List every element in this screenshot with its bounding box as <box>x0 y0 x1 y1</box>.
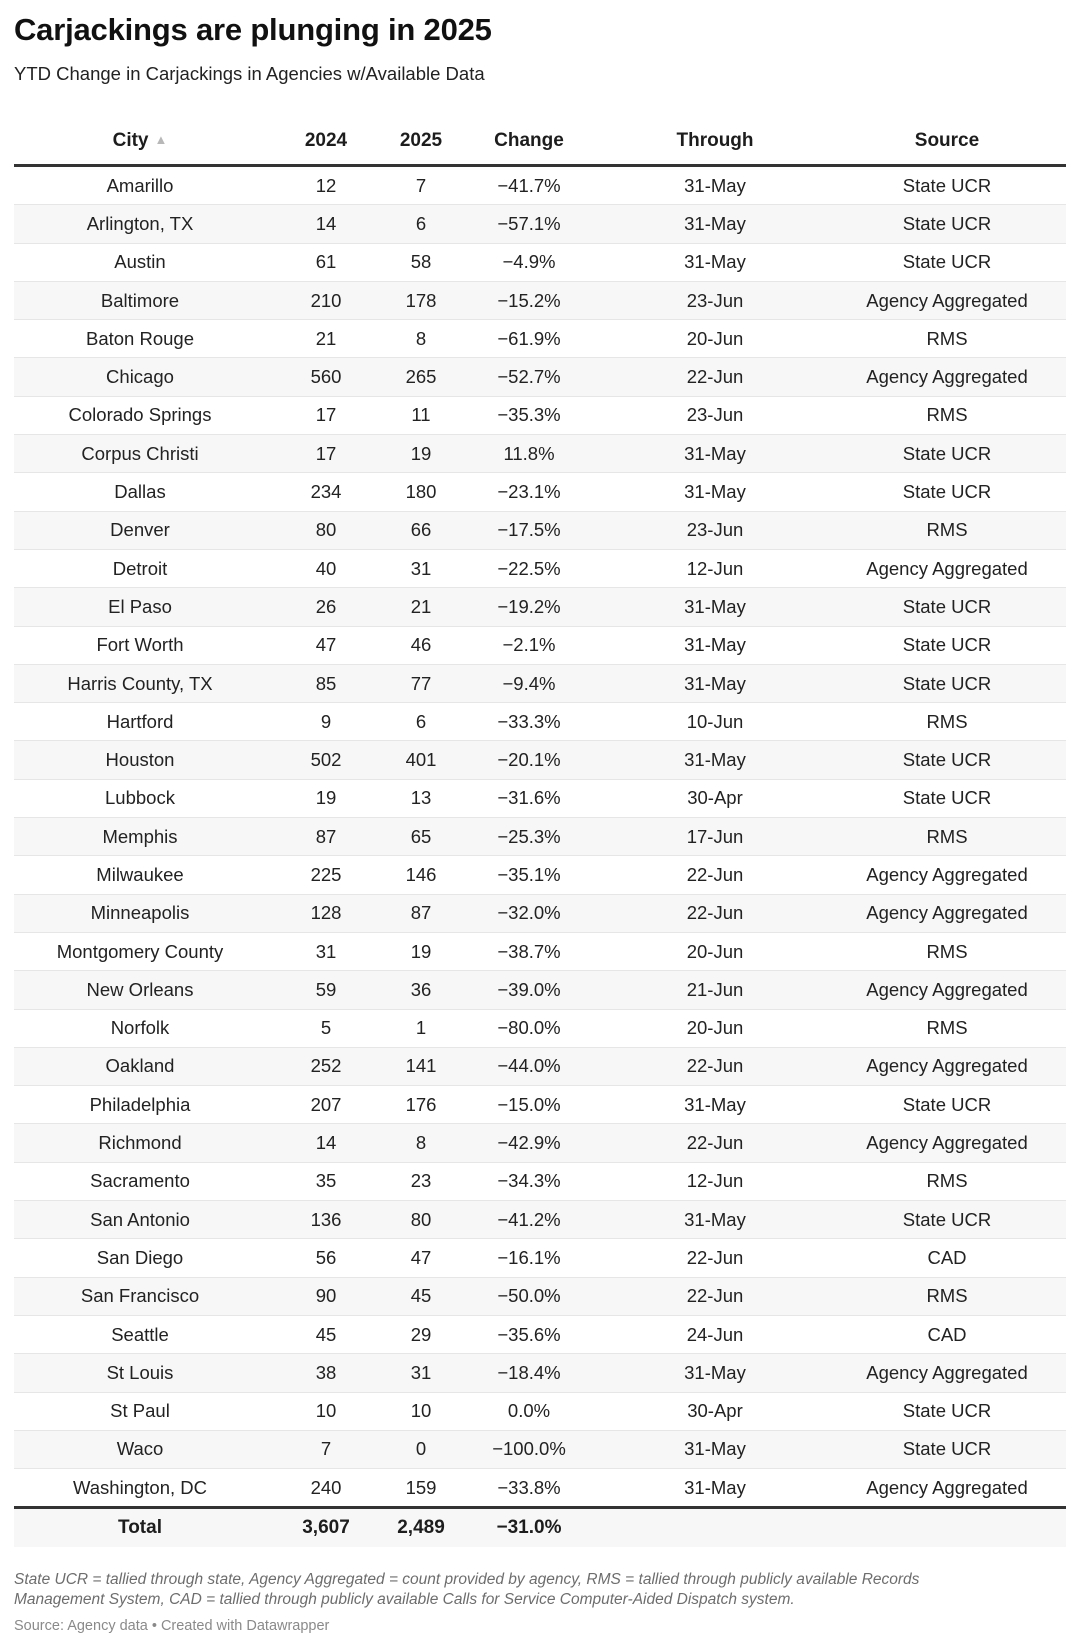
cell-change: −9.4% <box>502 672 556 694</box>
cell-2024: 19 <box>315 787 337 809</box>
table-row <box>14 1201 1066 1239</box>
column-header-source[interactable]: Source <box>914 130 980 151</box>
source-credit: Source: Agency data • Created with Datawrapper <box>14 1618 330 1634</box>
cell-source: State UCR <box>902 1093 992 1115</box>
cell-change: −23.1% <box>497 481 561 503</box>
cell-source: Agency Aggregated <box>866 1132 1028 1154</box>
cell-2024: 35 <box>315 1170 337 1192</box>
cell-city: Philadelphia <box>89 1093 191 1115</box>
cell-2024: 85 <box>315 672 337 694</box>
cell-through: 21-Jun <box>686 978 744 1000</box>
cell-through: 31-May <box>684 1438 746 1460</box>
cell-city: Houston <box>105 749 175 771</box>
cell-city: San Francisco <box>80 1285 200 1307</box>
cell-2024: 61 <box>315 251 337 273</box>
cell-city: Amarillo <box>106 174 174 196</box>
cell-city: Montgomery County <box>56 940 224 962</box>
cell-through: 22-Jun <box>686 366 744 388</box>
cell-change: −31.6% <box>497 787 561 809</box>
column-header-city[interactable] <box>14 130 266 152</box>
cell-2024: 7 <box>320 1438 332 1460</box>
cell-2025: 77 <box>410 672 432 694</box>
cell-change: −18.4% <box>497 1361 561 1383</box>
cell-change: −32.0% <box>497 902 561 924</box>
table-row <box>14 167 1066 205</box>
table-row <box>14 320 1066 358</box>
cell-change: −19.2% <box>497 595 561 617</box>
cell-through: 20-Jun <box>686 327 744 349</box>
cell-through: 30-Apr <box>687 787 743 809</box>
cell-city: St Louis <box>106 1361 174 1383</box>
table-row <box>14 1469 1066 1507</box>
table-row <box>14 282 1066 320</box>
cell-city: Chicago <box>106 366 174 388</box>
cell-source: Agency Aggregated <box>866 978 1028 1000</box>
cell-source: Agency Aggregated <box>866 902 1028 924</box>
total-label: Total <box>118 1517 162 1539</box>
cell-source: RMS <box>926 940 968 962</box>
cell-2025: 146 <box>405 863 437 885</box>
cell-2024: 90 <box>315 1285 337 1307</box>
cell-change: −20.1% <box>497 749 561 771</box>
cell-change: −61.9% <box>497 327 561 349</box>
cell-2024: 59 <box>315 978 337 1000</box>
cell-2024: 10 <box>315 1400 337 1422</box>
cell-city: Waco <box>116 1438 164 1460</box>
cell-through: 10-Jun <box>686 710 744 732</box>
cell-source: RMS <box>926 825 968 847</box>
table-row <box>14 435 1066 473</box>
cell-2025: 265 <box>405 366 437 388</box>
cell-source: State UCR <box>902 595 992 617</box>
table-row <box>14 1239 1066 1277</box>
table-row <box>14 473 1066 511</box>
cell-2025: 8 <box>415 327 427 349</box>
cell-change: −41.2% <box>497 1208 561 1230</box>
cell-source: State UCR <box>902 749 992 771</box>
cell-city: Colorado Springs <box>68 404 212 426</box>
table-row <box>14 971 1066 1009</box>
cell-2024: 207 <box>310 1093 342 1115</box>
table-row <box>14 205 1066 243</box>
cell-2025: 1 <box>415 1017 427 1039</box>
cell-change: −22.5% <box>497 557 561 579</box>
cell-source: State UCR <box>902 442 992 464</box>
cell-city: Corpus Christi <box>81 442 199 464</box>
cell-city: Oakland <box>105 1055 175 1077</box>
cell-through: 31-May <box>684 672 746 694</box>
cell-2025: 159 <box>405 1476 437 1498</box>
cell-through: 23-Jun <box>686 404 744 426</box>
cell-2025: 0 <box>415 1438 427 1460</box>
cell-change: −34.3% <box>497 1170 561 1192</box>
cell-change: −57.1% <box>497 212 561 234</box>
cell-2025: 141 <box>405 1055 437 1077</box>
cell-source: CAD <box>927 1246 967 1268</box>
cell-2024: 31 <box>315 940 337 962</box>
cell-change: −52.7% <box>497 366 561 388</box>
cell-city: Baltimore <box>100 289 180 311</box>
cell-change: −35.3% <box>497 404 561 426</box>
cell-city: Dallas <box>114 481 166 503</box>
cell-city: St Paul <box>110 1400 170 1422</box>
cell-city: Lubbock <box>105 787 175 809</box>
cell-through: 31-May <box>684 634 746 656</box>
cell-change: −33.3% <box>497 710 561 732</box>
cell-2024: 234 <box>310 481 342 503</box>
cell-city: Fort Worth <box>96 634 184 656</box>
cell-city: Denver <box>110 519 170 541</box>
cell-2025: 31 <box>410 557 432 579</box>
cell-change: −16.1% <box>497 1246 561 1268</box>
column-header-through[interactable]: Through <box>676 130 754 151</box>
cell-2025: 6 <box>415 710 427 732</box>
cell-change: −39.0% <box>497 978 561 1000</box>
table-row <box>14 397 1066 435</box>
cell-2025: 178 <box>405 289 437 311</box>
cell-through: 31-May <box>684 174 746 196</box>
chart-title: Carjackings are plunging in 2025 <box>14 12 492 47</box>
cell-through: 12-Jun <box>686 557 744 579</box>
cell-change: −44.0% <box>497 1055 561 1077</box>
cell-2025: 87 <box>410 902 432 924</box>
table-row <box>14 1048 1066 1086</box>
cell-source: State UCR <box>902 634 992 656</box>
cell-change: −41.7% <box>497 174 561 196</box>
cell-2024: 225 <box>310 863 342 885</box>
cell-through: 31-May <box>684 1208 746 1230</box>
cell-2025: 47 <box>410 1246 432 1268</box>
cell-2025: 19 <box>410 940 432 962</box>
total-2024: 3,607 <box>302 1517 350 1539</box>
cell-through: 31-May <box>684 1093 746 1115</box>
cell-2025: 176 <box>405 1093 437 1115</box>
cell-2024: 87 <box>315 825 337 847</box>
cell-2025: 13 <box>410 787 432 809</box>
cell-2024: 240 <box>310 1476 342 1498</box>
column-header-2025[interactable]: 2025 <box>399 130 443 151</box>
cell-through: 22-Jun <box>686 1246 744 1268</box>
cell-city: New Orleans <box>86 978 194 1000</box>
table-row <box>14 1124 1066 1162</box>
cell-2025: 36 <box>410 978 432 1000</box>
cell-2024: 80 <box>315 519 337 541</box>
cell-source: RMS <box>926 710 968 732</box>
cell-source: State UCR <box>902 787 992 809</box>
cell-through: 31-May <box>684 212 746 234</box>
cell-2025: 46 <box>410 634 432 656</box>
cell-2024: 21 <box>315 327 337 349</box>
cell-through: 31-May <box>684 749 746 771</box>
cell-2025: 8 <box>415 1132 427 1154</box>
table-row <box>14 703 1066 741</box>
cell-change: −15.2% <box>497 289 561 311</box>
cell-city: Norfolk <box>110 1017 170 1039</box>
table-row <box>14 550 1066 588</box>
cell-2024: 12 <box>315 174 337 196</box>
cell-change: −100.0% <box>492 1438 566 1460</box>
cell-source: Agency Aggregated <box>866 1476 1028 1498</box>
cell-city: San Diego <box>96 1246 184 1268</box>
table-row <box>14 512 1066 550</box>
cell-source: State UCR <box>902 251 992 273</box>
cell-through: 22-Jun <box>686 902 744 924</box>
cell-source: Agency Aggregated <box>866 1055 1028 1077</box>
table-row <box>14 1431 1066 1469</box>
cell-2025: 7 <box>415 174 427 196</box>
cell-2025: 80 <box>410 1208 432 1230</box>
table-row <box>14 588 1066 626</box>
cell-through: 20-Jun <box>686 1017 744 1039</box>
cell-city: Baton Rouge <box>85 327 194 349</box>
chart-subtitle: YTD Change in Carjackings in Agencies w/Available Data <box>14 63 485 84</box>
table-row <box>14 1278 1066 1316</box>
cell-through: 31-May <box>684 251 746 273</box>
cell-2024: 14 <box>315 1132 337 1154</box>
sort-ascending-icon: ▲ <box>154 132 168 147</box>
table-row <box>14 933 1066 971</box>
cell-2024: 17 <box>315 442 337 464</box>
cell-change: 11.8% <box>503 442 555 464</box>
cell-2024: 40 <box>315 557 337 579</box>
cell-2025: 180 <box>405 481 437 503</box>
cell-through: 22-Jun <box>686 1285 744 1307</box>
cell-change: −17.5% <box>497 519 561 541</box>
column-header-city-label: City <box>112 130 149 151</box>
cell-2024: 560 <box>310 366 342 388</box>
cell-change: −50.0% <box>497 1285 561 1307</box>
table-header <box>14 118 1066 167</box>
cell-through: 31-May <box>684 481 746 503</box>
cell-2024: 136 <box>310 1208 342 1230</box>
table-row <box>14 856 1066 894</box>
cell-2025: 29 <box>410 1323 432 1345</box>
cell-2024: 9 <box>320 710 332 732</box>
cell-2025: 66 <box>410 519 432 541</box>
cell-city: Hartford <box>106 710 174 732</box>
table-row <box>14 780 1066 818</box>
cell-through: 22-Jun <box>686 1132 744 1154</box>
cell-city: Detroit <box>112 557 168 579</box>
cell-source: RMS <box>926 327 968 349</box>
cell-change: −2.1% <box>502 634 556 656</box>
cell-change: 0.0% <box>507 1400 551 1422</box>
cell-through: 23-Jun <box>686 519 744 541</box>
cell-city: El Paso <box>108 595 172 617</box>
cell-through: 31-May <box>684 1476 746 1498</box>
total-row <box>14 1506 1066 1547</box>
cell-2024: 26 <box>315 595 337 617</box>
cell-2025: 11 <box>411 404 431 426</box>
cell-change: −15.0% <box>497 1093 561 1115</box>
cell-source: Agency Aggregated <box>866 366 1028 388</box>
cell-city: Milwaukee <box>96 863 184 885</box>
cell-2024: 210 <box>310 289 342 311</box>
cell-change: −4.9% <box>502 251 556 273</box>
table-row <box>14 1393 1066 1431</box>
cell-source: State UCR <box>902 1438 992 1460</box>
cell-city: Minneapolis <box>90 902 190 924</box>
cell-change: −35.6% <box>497 1323 561 1345</box>
cell-source: State UCR <box>902 672 992 694</box>
cell-source: RMS <box>926 1170 968 1192</box>
cell-through: 12-Jun <box>686 1170 744 1192</box>
cell-change: −38.7% <box>497 940 561 962</box>
cell-2024: 5 <box>320 1017 332 1039</box>
cell-2024: 252 <box>310 1055 342 1077</box>
cell-through: 24-Jun <box>686 1323 744 1345</box>
cell-through: 23-Jun <box>686 289 744 311</box>
column-header-2024[interactable]: 2024 <box>304 130 348 151</box>
cell-2025: 21 <box>410 595 432 617</box>
cell-2024: 45 <box>315 1323 337 1345</box>
cell-source: CAD <box>927 1323 967 1345</box>
table-row <box>14 895 1066 933</box>
cell-change: −42.9% <box>497 1132 561 1154</box>
cell-source: RMS <box>926 519 968 541</box>
cell-source: RMS <box>926 404 968 426</box>
cell-2025: 10 <box>410 1400 432 1422</box>
cell-2025: 45 <box>410 1285 432 1307</box>
table-row <box>14 818 1066 856</box>
cell-through: 22-Jun <box>686 863 744 885</box>
cell-2024: 502 <box>310 749 342 771</box>
table-row <box>14 1086 1066 1124</box>
cell-2024: 14 <box>315 212 337 234</box>
cell-2024: 38 <box>315 1361 337 1383</box>
cell-source: Agency Aggregated <box>866 1361 1028 1383</box>
cell-city: Austin <box>114 251 166 273</box>
cell-source: State UCR <box>902 481 992 503</box>
table-row <box>14 1316 1066 1354</box>
cell-source: Agency Aggregated <box>866 863 1028 885</box>
table-body <box>14 167 1066 1507</box>
cell-city: Richmond <box>98 1132 182 1154</box>
cell-source: State UCR <box>902 1208 992 1230</box>
cell-2025: 19 <box>410 442 432 464</box>
table-row <box>14 1163 1066 1201</box>
cell-through: 30-Apr <box>687 1400 743 1422</box>
cell-2025: 6 <box>415 212 427 234</box>
cell-city: San Antonio <box>90 1208 190 1230</box>
cell-source: State UCR <box>902 1400 992 1422</box>
total-2025: 2,489 <box>397 1517 445 1539</box>
footnote: State UCR = tallied through state, Agency Aggregated = count provided by agency, RMS = tallied through publicly available Records Management System, CAD = tallied through publicly available Calls for Service Computer-Aided Dispatch system. <box>14 1571 920 1608</box>
cell-change: −25.3% <box>497 825 561 847</box>
cell-change: −35.1% <box>497 863 561 885</box>
cell-city: Arlington, TX <box>86 212 194 234</box>
cell-2025: 401 <box>405 749 437 771</box>
cell-change: −80.0% <box>497 1017 561 1039</box>
cell-change: −33.8% <box>497 1476 561 1498</box>
cell-through: 17-Jun <box>686 825 744 847</box>
cell-2025: 65 <box>410 825 432 847</box>
cell-city: Seattle <box>111 1323 169 1345</box>
cell-through: 20-Jun <box>686 940 744 962</box>
cell-source: RMS <box>926 1285 968 1307</box>
cell-2025: 58 <box>410 251 432 273</box>
table-row <box>14 665 1066 703</box>
table-row <box>14 1010 1066 1048</box>
cell-2024: 47 <box>315 634 337 656</box>
cell-city: Harris County, TX <box>67 672 213 694</box>
cell-2024: 17 <box>315 404 337 426</box>
cell-city: Sacramento <box>90 1170 190 1192</box>
cell-through: 22-Jun <box>686 1055 744 1077</box>
cell-through: 31-May <box>684 1361 746 1383</box>
table-row <box>14 741 1066 779</box>
table-row <box>14 358 1066 396</box>
cell-2024: 56 <box>315 1246 337 1268</box>
cell-source: State UCR <box>902 174 992 196</box>
cell-source: Agency Aggregated <box>866 557 1028 579</box>
cell-source: RMS <box>926 1017 968 1039</box>
cell-2025: 23 <box>410 1170 432 1192</box>
cell-2025: 31 <box>410 1361 432 1383</box>
cell-city: Washington, DC <box>72 1476 207 1498</box>
cell-source: Agency Aggregated <box>866 289 1028 311</box>
cell-source: State UCR <box>902 212 992 234</box>
table-row <box>14 244 1066 282</box>
cell-through: 31-May <box>684 595 746 617</box>
data-table <box>14 118 1066 1547</box>
cell-city: Memphis <box>102 825 178 847</box>
cell-2024: 128 <box>310 902 342 924</box>
table-row <box>14 627 1066 665</box>
cell-through: 31-May <box>684 442 746 464</box>
total-change: −31.0% <box>496 1517 562 1539</box>
column-header-change[interactable]: Change <box>494 130 564 151</box>
table-row <box>14 1354 1066 1392</box>
